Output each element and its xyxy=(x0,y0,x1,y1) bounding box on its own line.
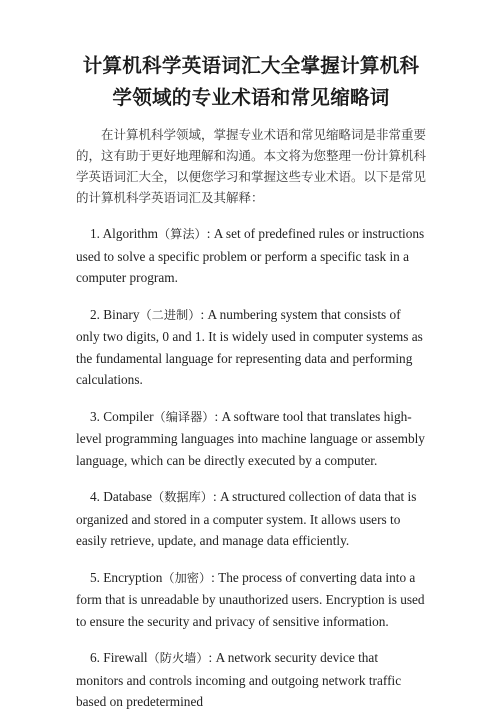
term-entry-binary xyxy=(76,304,426,391)
term-chinese: （防火墙） xyxy=(147,651,209,665)
term-definition: : The process of converting data into a form that is unreadable by unauthorized users. Encryption is used to ensure the security and privacy of sensitive information. xyxy=(76,569,425,629)
term-entry-database xyxy=(76,486,426,552)
term-name: 4. Database xyxy=(90,489,153,504)
term-chinese: （数据库） xyxy=(152,490,213,504)
term-definition: : A structured collection of data that is organized and stored in a computer system. It allows users to easily retrieve, update, and manage data efficiently. xyxy=(76,489,417,548)
document-title: 计算机科学英语词汇大全掌握计算机科学领域的专业术语和常见缩略词 xyxy=(82,54,420,109)
term-name: 1. Algorithm xyxy=(90,226,158,241)
term-definition: : A software tool that translates high-level programming languages into machine language or assembly language, which can be directly executed by a computer. xyxy=(76,408,425,468)
term-definition: : A numbering system that consists of only two digits, 0 and 1. It is widely used in computer systems as the fundamental language for representing data and performing calculations. xyxy=(76,306,423,387)
term-chinese: （编译器） xyxy=(153,409,215,424)
term-name: 2. Binary xyxy=(90,306,140,322)
term-chinese: （算法） xyxy=(157,227,207,241)
term-chinese: （二进制） xyxy=(139,307,201,322)
term-definition: : A network security device that monitors and controls incoming and outgoing network traffic based on predetermined xyxy=(76,650,402,709)
term-definition: : A set of predefined rules or instructions used to solve a specific problem or perform a specific task in a computer program. xyxy=(76,226,425,285)
term-name: 6. Firewall xyxy=(90,650,148,665)
term-chinese: （加密） xyxy=(162,570,212,585)
term-entry-encryption xyxy=(76,567,426,633)
term-name: 5. Encryption xyxy=(90,569,163,585)
intro-paragraph: 在计算机科学领域，掌握专业术语和常见缩略词是非常重要的，这有助于更好地理解和沟通。本文将为您整理一份计算机科学英语词汇大全，以便您学习和掌握这些专业术语。以下是常见的计算机科学英语词汇及其解释： xyxy=(76,127,427,205)
term-entry-algorithm xyxy=(76,223,426,289)
term-name: 3. Compiler xyxy=(90,408,154,424)
term-entry-firewall xyxy=(76,647,426,713)
term-entry-compiler xyxy=(76,406,426,472)
